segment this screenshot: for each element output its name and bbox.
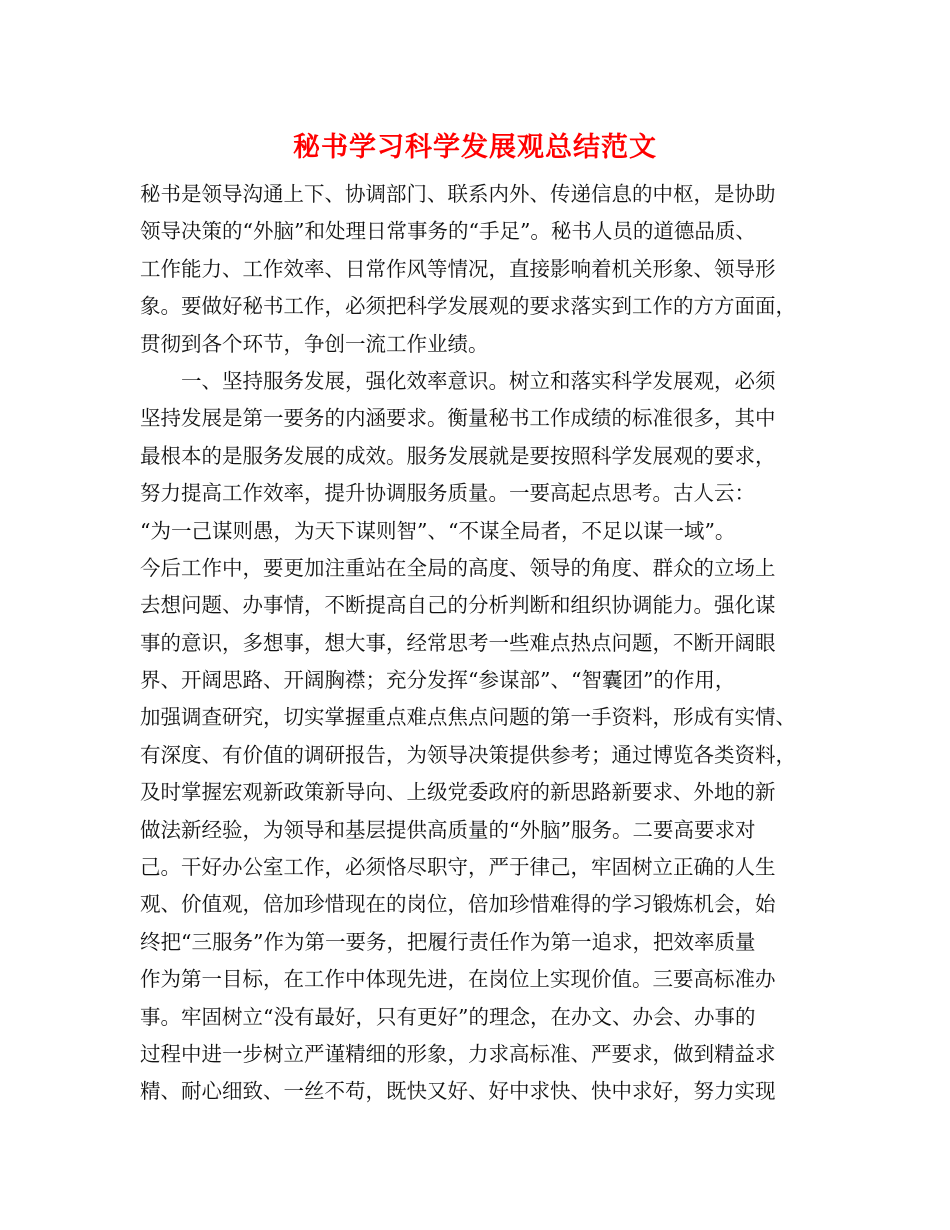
body-line: 事。牢固树立“没有最好，只有更好”的理念，在办文、办会、办事的 [140, 1004, 756, 1029]
body-line: 加强调查研究，切实掌握重点难点焦点问题的第一手资料，形成有实情、 [140, 705, 796, 730]
body-line: “为一己谋则愚，为天下谋则智”、“不谋全局者，不足以谋一域”。 [140, 518, 736, 543]
body-line: 及时掌握宏观新政策新导向、上级党委政府的新思路新要求、外地的新 [140, 780, 776, 805]
body-line: 最根本的是服务发展的成效。服务发展就是要按照科学发展观的要求， [140, 443, 776, 468]
body-line: 观、价值观，倍加珍惜现在的岗位，倍加珍惜难得的学习锻炼机会，始 [140, 892, 776, 917]
document-body [140, 176, 830, 1111]
body-line: 己。干好办公室工作，必须恪尽职守，严于律己，牢固树立正确的人生 [140, 855, 776, 880]
body-line: 贯彻到各个环节，争创一流工作业绩。 [140, 331, 489, 356]
body-line: 一、坚持服务发展，强化效率意识。树立和落实科学发展观，必须 [140, 368, 776, 393]
body-line: 秘书是领导沟通上下、协调部门、联系内外、传递信息的中枢，是协助 [140, 182, 776, 206]
body-line: 今后工作中，要更加注重站在全局的高度、领导的角度、群众的立场上 [140, 555, 776, 580]
body-line: 象。要做好秘书工作，必须把科学发展观的要求落实到工作的方方面面， [140, 294, 796, 319]
body-line: 领导决策的“外脑”和处理日常事务的“手足”。秘书人员的道德品质、 [140, 219, 756, 244]
body-line: 去想问题、办事情，不断提高自己的分析判断和组织协调能力。强化谋 [140, 593, 776, 618]
body-line: 做法新经验，为领导和基层提供高质量的“外脑”服务。二要高要求对 [140, 817, 756, 842]
body-line: 有深度、有价值的调研报告，为领导决策提供参考；通过博览各类资料， [140, 742, 796, 767]
body-line: 作为第一目标，在工作中体现先进，在岗位上实现价值。三要高标准办 [140, 967, 776, 992]
document-title: 秘书学习科学发展观总结范文 [293, 132, 657, 163]
body-line: 努力提高工作效率，提升协调服务质量。一要高起点思考。古人云： [140, 481, 755, 506]
body-line: 界、开阔思路、开阔胸襟；充分发挥“参谋部”、“智囊团”的作用， [140, 668, 736, 693]
body-line: 过程中进一步树立严谨精细的形象，力求高标准、严要求，做到精益求 [140, 1041, 776, 1066]
body-line: 终把“三服务”作为第一要务，把履行责任作为第一追求，把效率质量 [140, 929, 756, 954]
body-line: 精、耐心细致、一丝不苟，既快又好、好中求快、快中求好，努力实现 [140, 1079, 776, 1104]
body-line: 事的意识，多想事，想大事，经常思考一些难点热点问题，不断开阔眼 [140, 630, 776, 655]
body-line: 坚持发展是第一要务的内涵要求。衡量秘书工作成绩的标准很多，其中 [140, 406, 776, 431]
body-line: 工作能力、工作效率、日常作风等情况，直接影响着机关形象、领导形 [140, 256, 776, 281]
